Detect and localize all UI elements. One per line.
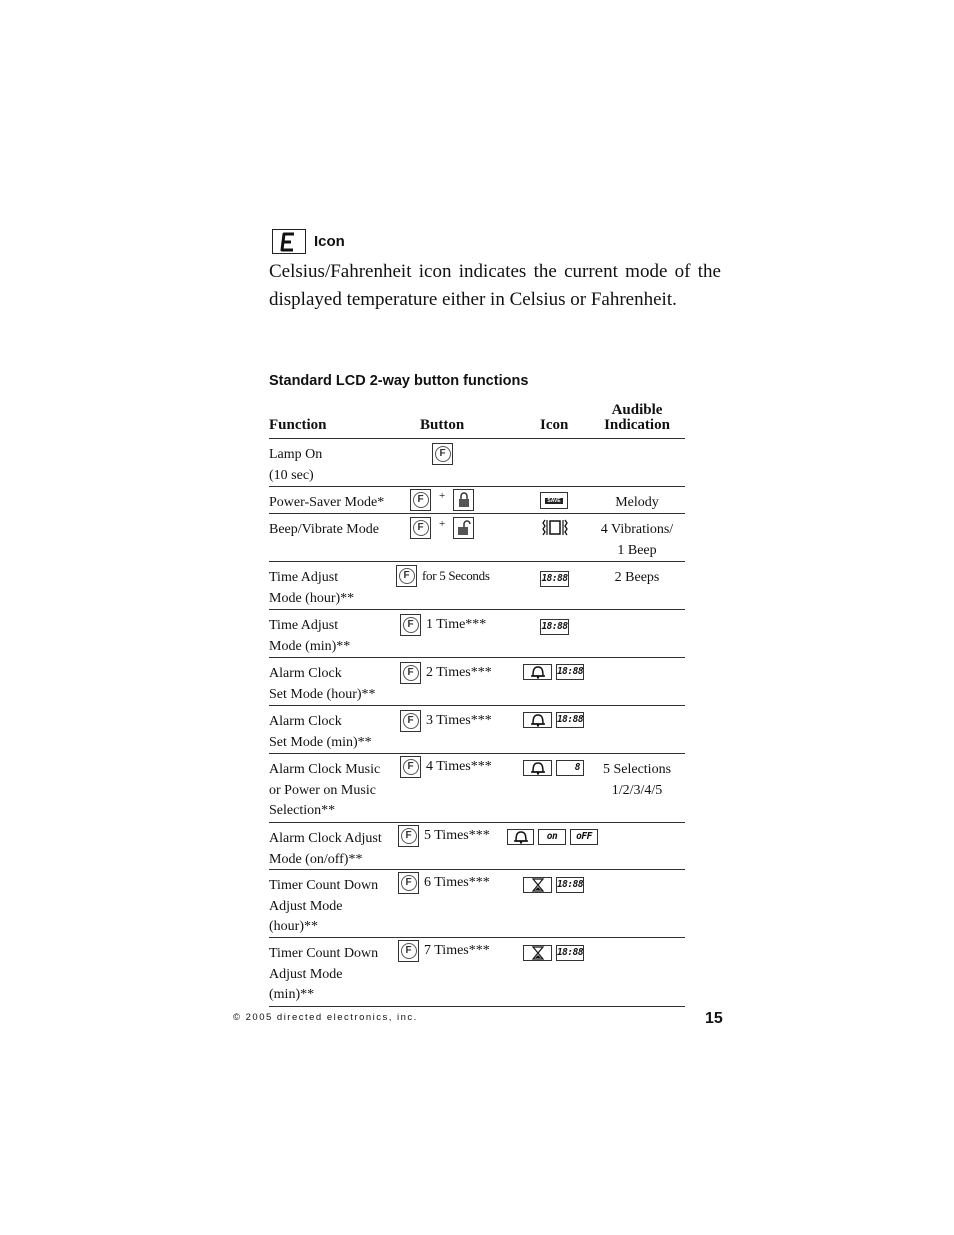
icon-cell (540, 619, 569, 635)
alarm-bell-icon (523, 712, 552, 728)
function-text: Alarm Clock (269, 714, 342, 729)
audible-text: 4 Vibrations/ (600, 522, 674, 537)
function-cell (269, 520, 399, 541)
button-cell (432, 443, 453, 465)
time-display-icon: 18:88 (556, 664, 584, 680)
button-text: 7 Times*** (424, 942, 490, 958)
alarm-bell-icon (507, 829, 534, 845)
button-cell (400, 614, 486, 636)
audible-text: 2 Beeps (614, 570, 660, 585)
hourglass-icon (523, 877, 552, 893)
audible-text: 1/2/3/4/5 (611, 782, 663, 798)
button-cell (400, 710, 492, 732)
icon-heading (272, 229, 345, 254)
audible-cell (594, 520, 680, 561)
button-cell (410, 489, 474, 511)
power-saver-icon: SAVE (540, 492, 568, 509)
icon-cell (540, 571, 569, 587)
function-text: Adjust Mode (269, 966, 343, 982)
function-text: Timer Count Down (269, 946, 379, 961)
function-text: or Power on Music (269, 782, 376, 798)
audible-cell (594, 568, 680, 589)
header-audible (600, 403, 674, 433)
f-button-icon: F (398, 940, 419, 962)
function-text: Mode (on/off)** (269, 851, 363, 867)
function-text: Alarm Clock Music (269, 762, 381, 777)
audible-cell (594, 760, 680, 801)
celsius-fahrenheit-lcd-icon (272, 229, 306, 254)
music-selection-display-icon: 8 (556, 760, 584, 776)
function-text: Time Adjust (269, 618, 339, 633)
button-cell (400, 662, 492, 684)
function-cell (269, 876, 399, 938)
unlock-button-icon (453, 517, 474, 539)
table-row (269, 823, 685, 870)
function-text: Alarm Clock Adjust (269, 831, 382, 846)
button-cell (400, 756, 492, 778)
off-display-icon: oFF (570, 829, 598, 845)
button-cell (396, 565, 490, 587)
f-button-icon: F (432, 443, 453, 465)
f-button-icon: F (400, 756, 421, 778)
function-text: Selection** (269, 803, 336, 818)
audible-text: 1 Beep (617, 542, 657, 558)
function-text: (min)** (269, 987, 315, 1002)
time-display-icon: 18:88 (540, 619, 569, 635)
function-text: Mode (min)** (269, 638, 351, 654)
button-text: 5 Times*** (424, 827, 490, 843)
lock-button-icon (453, 489, 474, 511)
f-button-icon: F (400, 710, 421, 732)
button-cell (398, 940, 490, 962)
header-icon: Icon (540, 417, 569, 433)
function-text: Power-Saver Mode* (269, 495, 385, 510)
icon-description: Celsius/Fahrenheit icon indicates the current mode of the displayed temperature either in Celsius or Fahrenheit. (269, 261, 721, 310)
icon-cell (540, 492, 568, 509)
f-button-icon: F (410, 517, 431, 539)
f-button-icon: F (400, 662, 421, 684)
time-display-icon: 18:88 (556, 877, 584, 893)
icon-cell (523, 664, 584, 680)
function-text: Time Adjust (269, 570, 339, 585)
audible-text: 5 Selections (602, 762, 672, 777)
table-row (269, 439, 685, 487)
function-text: Adjust Mode (269, 898, 343, 914)
table-row (269, 487, 685, 514)
button-text: 6 Times*** (424, 874, 490, 890)
f-button-icon: F (410, 489, 431, 511)
function-cell (269, 445, 399, 486)
button-cell (398, 872, 490, 894)
button-text: 4 Times*** (426, 758, 492, 774)
button-text: 3 Times*** (426, 712, 492, 728)
header-audible-line2: Indication (604, 417, 670, 433)
table-row (269, 610, 685, 658)
function-text: Set Mode (min)** (269, 734, 372, 750)
button-text: 2 Times*** (426, 664, 492, 680)
header-function: Function (269, 417, 327, 433)
plus-sign: + (439, 489, 446, 502)
f-button-icon: F (396, 565, 417, 587)
f-button-icon: F (400, 614, 421, 636)
icon-cell (523, 760, 584, 776)
button-cell (410, 517, 474, 539)
table-title: Standard LCD 2-way button functions (269, 373, 529, 389)
vibrate-icon (540, 518, 569, 537)
time-display-icon: 18:88 (556, 712, 584, 728)
icon-heading-label: Icon (314, 233, 345, 250)
table-row (269, 870, 685, 938)
audible-text: Melody (615, 495, 659, 510)
page-number: 15 (705, 1010, 723, 1027)
button-text: 1 Time*** (426, 616, 487, 632)
table-row (269, 938, 685, 1007)
function-cell (269, 712, 399, 753)
button-cell (398, 825, 490, 847)
table-row (269, 562, 685, 610)
function-cell (269, 760, 399, 822)
header-button: Button (420, 417, 465, 433)
function-text: (hour)** (269, 919, 318, 934)
function-text: Timer Count Down (269, 878, 379, 893)
function-cell (269, 664, 399, 705)
table-row (269, 514, 685, 562)
copyright: © 2005 directed electronics, inc. (233, 1012, 418, 1023)
audible-cell (594, 493, 680, 514)
function-cell (269, 944, 399, 1006)
hourglass-icon (523, 945, 552, 961)
function-text: Beep/Vibrate Mode (269, 522, 379, 537)
function-text: Alarm Clock (269, 666, 342, 681)
function-cell (269, 568, 399, 609)
button-functions-table (269, 400, 685, 1007)
f-button-icon: F (398, 825, 419, 847)
function-cell (269, 616, 399, 657)
alarm-bell-icon (523, 664, 552, 680)
time-display-icon: 18:88 (556, 945, 584, 961)
function-cell (269, 829, 399, 870)
on-display-icon: on (538, 829, 566, 845)
table-header (269, 400, 685, 439)
function-text: Lamp On (269, 447, 323, 462)
table-row (269, 658, 685, 706)
icon-cell (540, 518, 569, 537)
icon-cell (523, 877, 584, 893)
table-row (269, 754, 685, 823)
alarm-bell-icon (523, 760, 552, 776)
icon-cell (523, 712, 584, 728)
icon-cell (507, 829, 598, 845)
header-audible-line1: Audible (611, 402, 663, 418)
table-row (269, 706, 685, 754)
function-text: (10 sec) (269, 467, 314, 483)
f-button-icon: F (398, 872, 419, 894)
plus-sign: + (439, 517, 446, 530)
function-text: Set Mode (hour)** (269, 686, 376, 702)
button-text: for 5 Seconds (422, 567, 490, 583)
function-text: Mode (hour)** (269, 590, 355, 606)
function-cell (269, 493, 399, 514)
icon-cell (523, 945, 584, 961)
time-display-icon: 18:88 (540, 571, 569, 587)
